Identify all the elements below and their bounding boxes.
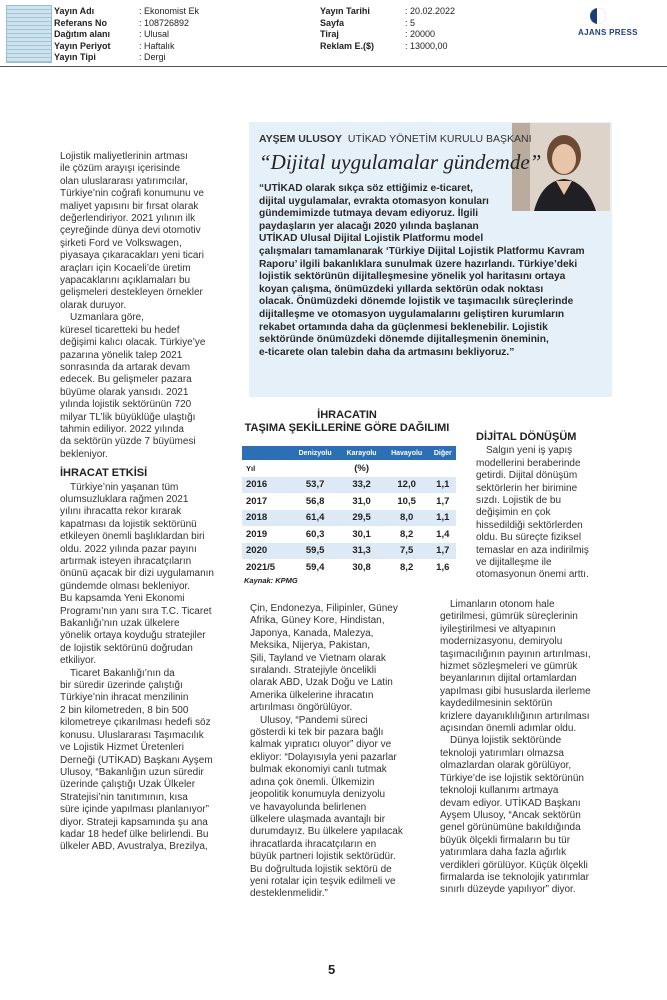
text-line: modernizasyonu, demiryolu: [440, 636, 563, 648]
text-line: Ayşem Ulusoy, “Ancak sektörün: [440, 809, 581, 821]
text-line: büyüme olarak yansıdı. 2021: [60, 386, 189, 398]
text-line: gösterdi ki tek bir pazara bağlı: [250, 727, 384, 739]
table-cell-value: 56,8: [305, 495, 325, 507]
table-cell-value: 29,5: [340, 510, 384, 527]
text-line: olacak. Önümüzdeki dönemde lojistik ve taşımacılık süreçlerinde: [259, 296, 574, 308]
column-right-lower: [440, 599, 626, 897]
paragraph: [60, 151, 238, 312]
text-line: e-ticarete olan talebin daha da artmasını bekliyoruz.”: [259, 346, 515, 358]
text-line: da sektörün yüzde 7 büyümesi: [60, 436, 196, 448]
text-line: pazarına yönelik talep 2021: [60, 349, 183, 361]
table-cell-year: 2021/5: [246, 561, 276, 573]
header-value: : 5: [405, 17, 416, 28]
text-line: Programı’nın yanı sıra T.C. Ticaret: [60, 605, 212, 617]
text-line: sıralandı. Stratejiyle öncelikli: [250, 665, 377, 677]
header-value: : 13000,00: [405, 40, 448, 51]
text-line: de lojistik sektörünü doğrudan: [60, 642, 193, 654]
text-line: otomasyonun önemi arttı.: [476, 569, 589, 581]
table-header: Havayolu: [384, 446, 430, 460]
header-divider: [0, 66, 667, 67]
text-line: bekleniyor.: [60, 448, 108, 460]
text-line: Bu doğrultuda lojistik sektörü de: [250, 863, 392, 875]
table-header-empty: [242, 446, 291, 460]
paragraph: [250, 603, 440, 715]
text-line: olarak duruyor.: [60, 299, 127, 311]
header-row: [54, 52, 199, 64]
table-cell-value: 1,7: [430, 543, 456, 560]
text-line: edecek. Bu gelişmeler pazara: [60, 374, 192, 386]
text-line: büyük partneri lojistik sektörüdür.: [250, 851, 396, 863]
table-cell-value: 61,4: [291, 510, 340, 527]
table-cell-year: 2019: [246, 528, 268, 540]
text-line: modellerini beraberinde: [476, 457, 581, 469]
text-line: etkileyen önemli başlıklardan biri: [60, 531, 205, 543]
text-line: çeyreğinde dünya devi otomotiv: [60, 225, 201, 237]
table-row: [242, 543, 456, 560]
text-line: ülkelere ulaşmada avantajlı bir: [250, 813, 386, 825]
text-line: rekabet ortamında daha da güçlenmesi beklenebilir. Lojistik: [259, 321, 548, 333]
table-cell-value: 31,0: [352, 495, 371, 507]
text-line: şirketi Ford ve Volkswagen,: [60, 237, 182, 249]
text-line: ile çözüm arayışı içerisinde: [60, 163, 181, 175]
text-line: lojistik sektörünün dijitalleşmesine yönelik yol haritasını ortaya: [259, 271, 566, 283]
text-line: krizlere dayanıklılığının artırılması: [440, 710, 590, 722]
text-line: sektörlerin her birimine: [476, 482, 578, 494]
text-line: Lojistik maliyetlerinin artması: [60, 151, 188, 162]
paragraph: [250, 715, 440, 901]
header-row: [320, 29, 455, 41]
text-line: süre içinde yapılması planlanıyor”: [60, 804, 209, 816]
table-cell-value: 7,5: [384, 543, 430, 560]
text-line: Türkiye’nin yaşanan tüm: [70, 481, 179, 493]
text-line: yönelik ortaya koyduğu stratejiler: [60, 630, 206, 642]
text-line: Ulusoy, “Bakanlığın uzun süredir: [60, 766, 204, 778]
text-line: firmalarda ise teknolojik yatırımlar: [440, 871, 589, 883]
text-line: adına çok önemli. Ülkemizin: [250, 776, 375, 788]
text-line: hizmet sözleşmeleri ve gümrük: [440, 661, 578, 673]
table-cell-year: 2016: [242, 477, 291, 494]
clipping-thumbnail: [6, 5, 52, 63]
text-line: artırmak isteyen ihracatçıların: [60, 556, 192, 567]
header-row: [54, 6, 199, 18]
text-line: konusu. Uluslararası Taşımacılık: [60, 729, 204, 741]
table-unit: (%): [354, 462, 369, 474]
text-line: Türkiye’nin ihracat menzilinin: [60, 692, 189, 704]
text-line: gelişmeleri destekleyen örnekler: [60, 287, 203, 299]
logo-text: AJANS PRESS: [578, 28, 638, 37]
quote-author: [259, 133, 531, 145]
text-line: diyor. Strateji kapsamında şu ana: [60, 816, 208, 828]
text-line: Afrika, Güney Kore, Hindistan,: [250, 615, 385, 627]
text-line: gündemimizde tutmaya devam ediyoruz. İlgili: [259, 208, 479, 220]
text-line: yılında lojistik sektörünün 720: [60, 399, 192, 411]
text-line: tahmin ediliyor. 2022 yılında: [60, 423, 184, 435]
table-header: Karayolu: [340, 446, 384, 460]
text-line: ekliyor: “Dolayısıyla yeni pazarlar: [250, 751, 397, 763]
table-header: Diğer: [430, 446, 456, 460]
text-line: UTİKAD Ulusal Dijital Lojistik Platformu model: [259, 233, 484, 245]
table-cell-value: 1,1: [430, 477, 456, 494]
table-cell-year: 2018: [242, 510, 291, 527]
table-cell-value: 31,3: [340, 543, 384, 560]
table-row: [242, 559, 456, 576]
quote-text: [259, 183, 599, 359]
text-line: verdikleri görülüyor. Küçük ölçekli: [440, 859, 588, 871]
text-line: dijitalleşme ve otomasyon uygulamalarını geliştiren kurumların: [259, 308, 565, 320]
text-line: kapatması da lojistik sektörünü: [60, 518, 197, 530]
text-line: oldu. Bu süreçte fiziksel: [476, 532, 582, 544]
text-line: Limanların otonom hale: [450, 599, 555, 610]
text-line: olan uluslararası yatırımcılar,: [60, 175, 188, 187]
text-line: taşımacılığının payının artırılması,: [440, 648, 591, 660]
text-line: temaslar en aza indirilmiş: [476, 544, 589, 556]
text-line: dijital uygulamalar, evrakta otomasyon konuları: [259, 195, 489, 207]
page-number: 5: [328, 962, 336, 977]
text-line: küresel ticaretteki bu hedef: [60, 324, 180, 336]
text-line: teknoloji kullanımı artmaya: [440, 785, 559, 797]
header-row: [320, 41, 455, 53]
text-line: etkiliyor.: [60, 655, 97, 667]
text-line: Salgın yeni iş yapış: [486, 445, 573, 457]
ajans-press-logo-icon: [590, 8, 606, 24]
text-line: Japonya, Kanada, Malezya,: [250, 627, 374, 639]
table-cell-year: 2017: [246, 495, 268, 507]
text-line: kilometreye çıkarılması hedefi söz: [60, 717, 211, 729]
text-line: değerlendiriyor. 2021 yılının ilk: [60, 213, 196, 225]
table-cell-value: 8,0: [384, 510, 430, 527]
header-row: [54, 41, 199, 53]
table-source: Kaynak: KPMG: [244, 576, 298, 585]
text-line: olarak ABD, Uzak Doğu ve Latin: [250, 677, 393, 689]
text-line: genel görünümüne bakıldığında: [440, 822, 581, 834]
table-cell-value: 1,1: [430, 510, 456, 527]
text-line: Çin, Endonezya, Filipinler, Güney: [250, 603, 398, 614]
paragraph: [440, 599, 626, 735]
table-cell-value: 60,3: [305, 528, 325, 540]
text-line: yatırımlara daha fazla ağırlık: [440, 847, 567, 859]
text-line: Meksika, Nijerya, Pakistan,: [250, 640, 371, 652]
text-line: beyanlarının dijital ortamlardan: [440, 673, 577, 685]
header-label: Yayın Tipi: [54, 52, 96, 62]
table-title-line1: İHRACATIN: [317, 409, 377, 421]
text-line: 2 bin kilometreden, 8 bin 500: [60, 704, 189, 716]
text-line: Stratejisi’nin tanıtımının, kısa: [60, 791, 188, 803]
table-cell-year: 2020: [242, 543, 291, 560]
text-line: Amerika ülkelerine ihracatın: [250, 689, 374, 701]
table-cell-value: 1,7: [436, 495, 450, 507]
header-row: [54, 18, 199, 30]
text-line: sızdı. Lojistik de bu: [476, 495, 562, 507]
header-row: [320, 6, 455, 18]
text-line: “UTİKAD olarak sıkça söz ettiğimiz e-ticaret,: [259, 183, 474, 194]
paragraph: [60, 668, 238, 854]
table-cell-value: 59,5: [291, 543, 340, 560]
text-line: kadar 18 hedef ülke belirlendi. Bu: [60, 828, 209, 840]
text-line: yapılması gibi hususlarda ilerleme: [440, 685, 591, 697]
text-line: paydaşların yer alacağı 2020 yılında başlanan: [259, 220, 479, 232]
table-row: [242, 526, 456, 543]
header-value: : 20000: [405, 29, 436, 39]
author-role: UTİKAD YÖNETİM KURULU BAŞKANI: [347, 133, 532, 145]
text-line: değişimin en çok: [476, 507, 551, 519]
text-line: devam ediyor. UTİKAD Başkanı: [440, 797, 581, 809]
text-line: bir süredir üzerinde çalıştığı: [60, 680, 183, 692]
text-line: sektöründe önümüzdeki dönemde dijitalleşmenin öneminin,: [259, 334, 549, 346]
table-cell-value: 1,6: [436, 561, 450, 573]
table-cell-value: 12,0: [384, 477, 430, 494]
export-table: [242, 446, 456, 576]
text-line: Bu kapsamda Yeni Ekonomi: [60, 593, 185, 605]
header-value: : Ulusal: [139, 29, 170, 39]
text-line: Derneği (UTİKAD) Başkanı Ayşem: [60, 754, 213, 766]
text-line: ve dijitalleşme ile: [476, 557, 552, 569]
header-left-block: [54, 6, 199, 64]
table-cell-value: 30,1: [352, 528, 371, 540]
text-line: çalışmaları tamamlanarak ‘Türkiye Dijital Lojistik Platformu Kavram: [259, 245, 585, 257]
text-line: yapacaklarını açıklamaları bu: [60, 275, 191, 287]
quote-title: “Dijital uygulamalar gündemde”: [259, 150, 542, 174]
table-cell-value: 1,4: [436, 528, 450, 540]
text-line: Türkiye’nin coğrafi konumunu ve: [60, 188, 204, 200]
paragraph: [476, 445, 622, 581]
section-heading: İHRACAT ETKİSİ: [60, 467, 148, 480]
text-line: yılını ihracatta rekor kırarak: [60, 506, 182, 518]
text-line: durumdayız. Bu ülkelere yapılacak: [250, 826, 403, 838]
text-line: ihracatlarda ihracatçıların en: [250, 838, 377, 850]
text-line: bulmak ekonomiyi canlı tutmak: [250, 764, 387, 776]
column-left: [60, 151, 238, 854]
text-line: piyasaya çıkaracakları yeni ticari: [60, 250, 204, 262]
text-line: teknoloji yatırımları olmazsa: [440, 747, 564, 759]
column-right: [476, 431, 622, 582]
text-line: değişimi kalıcı olacak. Türkiye’ye: [60, 337, 206, 349]
header-value: : Ekonomist Ek: [139, 6, 200, 16]
text-line: jeopolitik konumuyla denizyolu: [250, 789, 386, 801]
text-line: Uzmanlara göre,: [70, 312, 144, 324]
table-cell-year-header: Yıl: [246, 463, 256, 473]
text-line: maliyet yapısını bir fırsat olarak: [60, 200, 199, 212]
header-label: Yayın Periyot: [54, 40, 111, 51]
header-label: Referans No: [54, 17, 108, 28]
text-line: kaydedilmesinin sektörün: [440, 698, 553, 710]
table-cell-value: 33,2: [340, 477, 384, 494]
table-header: Denizyolu: [291, 446, 340, 460]
text-line: Dünya lojistik sektöründe: [450, 735, 562, 747]
text-line: önünü açacak bir dizi uygulamanın: [60, 568, 214, 580]
text-line: sonrasında da artarak devam: [60, 361, 191, 373]
header-label: Yayın Tarihi: [320, 6, 370, 16]
table-cell-value: 53,7: [291, 477, 340, 494]
text-line: büyük ölçekli firmaların bu tür: [440, 834, 571, 846]
header-value: : 108726892: [139, 17, 190, 28]
header-label: Reklam E.($): [320, 40, 375, 51]
header-row: [54, 29, 199, 41]
text-line: olmazlardan olarak görülüyor,: [440, 760, 572, 772]
table-row: [242, 477, 456, 494]
text-line: Bakanlığı’nın uzak ülkelere: [60, 618, 180, 630]
text-line: Ticaret Bakanlığı’nın da: [70, 667, 175, 679]
paragraph: [440, 735, 626, 896]
table-cell-value: 30,8: [352, 561, 371, 573]
header-label: Sayfa: [320, 17, 345, 28]
header-value: : 20.02.2022: [405, 6, 456, 16]
text-line: getirilmesi, gümrük süreçlerinin: [440, 611, 578, 623]
text-line: Şili, Tayland ve Vietnam olarak: [250, 652, 386, 664]
header-label: Dağıtım alanı: [54, 29, 111, 39]
text-line: iyileştirilmesi ve altyapının: [440, 623, 556, 635]
text-line: ve Lojistik Hizmet Üretenleri: [60, 742, 184, 754]
table-cell-value: 59,4: [305, 561, 325, 573]
text-line: artırılması öngörülüyor.: [250, 702, 353, 714]
text-line: getirdi. Dijital dönüşüm: [476, 470, 578, 482]
text-line: olumsuzluklara rağmen 2021: [60, 493, 189, 505]
header-value: : Haftalık: [139, 40, 175, 51]
text-line: desteklenmelidir.”: [250, 888, 328, 900]
header-label: Tiraj: [320, 29, 339, 39]
text-line: gündemde olması bekleniyor.: [60, 580, 191, 592]
paragraph: [60, 312, 238, 461]
text-line: araçları için Kocaeli’de üretim: [60, 262, 191, 274]
paragraph: [60, 482, 238, 668]
text-line: milyar TL’lik büyüklüğe ulaştığı: [60, 411, 196, 423]
author-name: AYŞEM ULUSOY: [259, 133, 343, 145]
header-right-block: [320, 6, 455, 52]
text-line: ve havayolunda belirlenen: [250, 801, 367, 813]
text-line: sınırlı düzeyde yapılıyor” diyor.: [440, 884, 576, 896]
table-cell-value: 8,2: [400, 561, 414, 573]
text-line: Raporu’ ilgili bakanlıklara sunulmak üzere hazırlandı. Türkiye’deki: [259, 258, 578, 270]
text-line: hissedildiği sektörlerden: [476, 519, 583, 531]
header-row: [320, 18, 455, 30]
text-line: Türkiye’de ise lojistik sektörünün: [440, 772, 584, 784]
text-line: ülkeler ABD, Avustralya, Brezilya,: [60, 841, 208, 853]
table-title-line2: TAŞIMA ŞEKİLLERİNE GÖRE DAĞILIMI: [244, 422, 450, 434]
text-line: oldu. 2022 yılında pazar payını: [60, 543, 197, 555]
table-cell-value: 8,2: [400, 528, 414, 540]
table-row: [242, 510, 456, 527]
text-line: Ulusoy, “Pandemi süreci: [260, 714, 368, 726]
column-middle: [250, 603, 440, 901]
text-line: üzerinde çalıştığı Uzak Ülkeler: [60, 779, 196, 791]
text-line: kalmak yıpratıcı oluyor” diyor ve: [250, 739, 392, 751]
table-title: [240, 409, 454, 435]
text-line: koyan çalışma, önümüzdeki yıllarda sektörün odak noktası: [259, 283, 544, 295]
text-line: yeni rotalar için teşvik edilmeli ve: [250, 875, 396, 887]
header-label: Yayın Adı: [54, 6, 95, 16]
header-value: : Dergi: [139, 52, 166, 62]
section-heading: DİJİTAL DÖNÜŞÜM: [476, 431, 577, 443]
table-cell-value: 10,5: [397, 495, 416, 507]
text-line: açısından önemli adımlar oldu.: [440, 723, 577, 735]
table-row: [242, 493, 456, 510]
